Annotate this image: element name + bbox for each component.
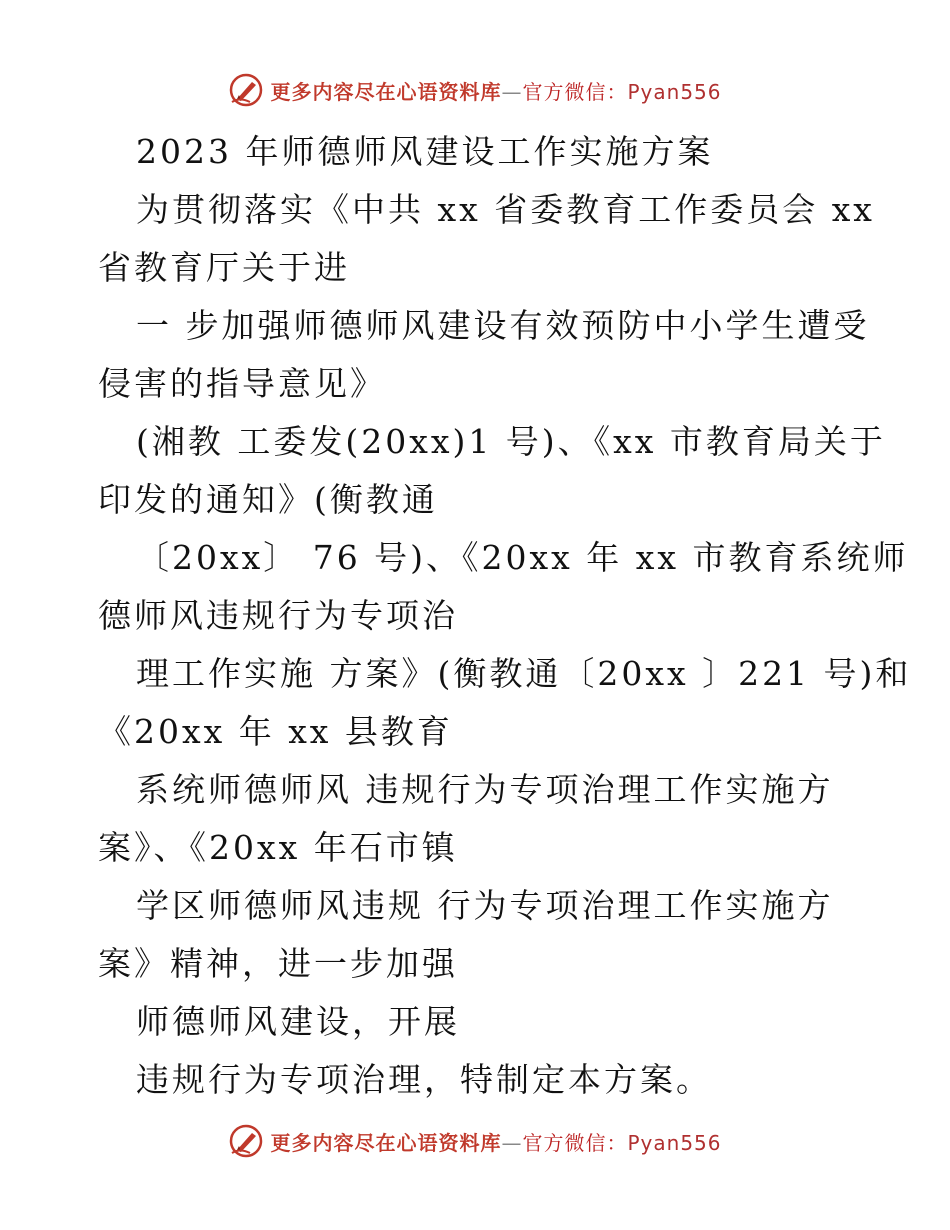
watermark-account: Pyan556 [627, 1130, 722, 1155]
document-title: 2023 年师德师风建设工作实施方案 [136, 132, 714, 171]
paragraph-line: 《20xx 年 xx 县教育 [98, 712, 453, 751]
watermark-text [270, 1127, 721, 1156]
watermark-account: Pyan556 [627, 79, 722, 104]
paragraph-line: 学区师德师风违规 行为专项治理工作实施方 [136, 886, 834, 925]
footer-watermark [0, 1121, 950, 1161]
watermark-sub-text: 官方微信： [522, 1130, 628, 1155]
watermark-dash: — [501, 1130, 523, 1155]
paragraph-line: 印发的通知》(衡教通 [98, 480, 438, 519]
watermark-main-text: 更多内容尽在心语资料库 [270, 1130, 502, 1155]
paragraph-line: 违规行为专项治理，特制定本方案。 [136, 1060, 712, 1099]
watermark-sub-text: 官方微信： [522, 79, 628, 104]
watermark-main-text: 更多内容尽在心语资料库 [270, 79, 502, 104]
paragraph-line: 师德师风建设，开展 [136, 1002, 460, 1041]
document-body [98, 123, 912, 1109]
paragraph-line: 案》、《20xx 年石市镇 [98, 828, 458, 867]
paragraph-line: 一 步加强师德师风建设有效预防中小学生遭受 [136, 306, 870, 345]
paragraph-line: 侵害的指导意见》 [98, 364, 386, 403]
header-watermark [0, 70, 950, 110]
paragraph-line: 德师风违规行为专项治 [98, 596, 458, 635]
paragraph-line: (湘教 工委发(20xx)1 号)、《xx 市教育局关于 [136, 422, 886, 461]
paragraph-line: 为贯彻落实《中共 xx 省委教育工作委员会 xx [136, 190, 875, 229]
paragraph-line: 省教育厅关于进 [98, 248, 350, 287]
paragraph-line: 系统师德师风 违规行为专项治理工作实施方 [136, 770, 834, 809]
paragraph-line: 案》精神，进一步加强 [98, 944, 458, 983]
paragraph-line: 理工作实施 方案》(衡教通〔20xx 〕221 号)和 [136, 654, 912, 693]
paragraph-line: 〔20xx〕 76 号)、《20xx 年 xx 市教育系统师 [136, 538, 909, 577]
watermark-text [270, 76, 721, 105]
pen-quill-logo-icon [228, 72, 264, 108]
pen-quill-logo-icon [228, 1123, 264, 1159]
watermark-dash: — [501, 79, 523, 104]
